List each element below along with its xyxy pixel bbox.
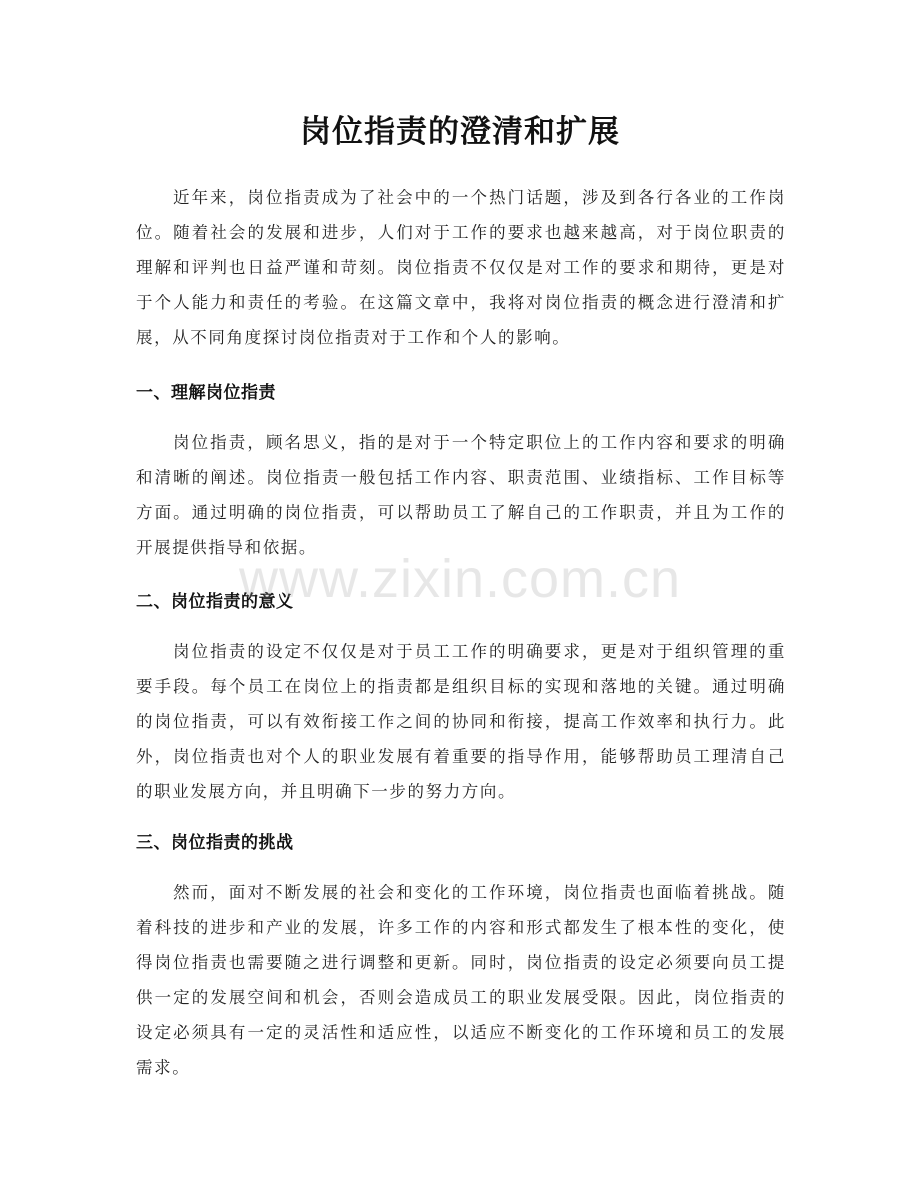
section-1-heading: 一、理解岗位指责 [136, 383, 276, 403]
section-2-heading: 二、岗位指责的意义 [136, 592, 294, 612]
intro-paragraph: 近年来，岗位指责成为了社会中的一个热门话题，涉及到各行各业的工作岗位。随着社会的发展和进步，人们对于工作的要求也越来越高，对于岗位职责的理解和评判也日益严谨和苛刻。岗位指责不仅仅是对工作的要求和期待，更是对于个人能力和责任的考验。在这篇文章中，我将对岗位指责的概念进行澄清和扩展，从不同角度探讨岗位指责对于工作和个人的影响。 [136, 188, 786, 347]
section-1-paragraph: 岗位指责，顾名思义，指的是对于一个特定职位上的工作内容和要求的明确和清晰的阐述。岗位指责一般包括工作内容、职责范围、业绩指标、工作目标等方面。通过明确的岗位指责，可以帮助员工了解自己的工作职责，并且为工作的开展提供指导和依据。 [136, 433, 786, 557]
document-title: 岗位指责的澄清和扩展 [300, 114, 620, 150]
watermark-text: www.zixin.com.cn [238, 549, 682, 609]
section-3-paragraph: 然而，面对不断发展的社会和变化的工作环境，岗位指责也面临着挑战。随着科技的进步和产业的发展，许多工作的内容和形式都发生了根本性的变化，使得岗位指责也需要随之进行调整和更新。同时，岗位指责的设定必须要向员工提供一定的发展空间和机会，否则会造成员工的职业发展受限。因此，岗位指责的设定必须具有一定的灵活性和适应性，以适应不断变化的工作环境和员工的发展需求。 [136, 883, 786, 1077]
section-2-paragraph: 岗位指责的设定不仅仅是对于员工工作的明确要求，更是对于组织管理的重要手段。每个员工在岗位上的指责都是组织目标的实现和落地的关键。通过明确的岗位指责，可以有效衔接工作之间的协同和衔接，提高工作效率和执行力。此外，岗位指责也对个人的职业发展有着重要的指导作用，能够帮助员工理清自己的职业发展方向，并且明确下一步的努力方向。 [136, 642, 786, 801]
section-3-heading: 三、岗位指责的挑战 [136, 833, 294, 853]
